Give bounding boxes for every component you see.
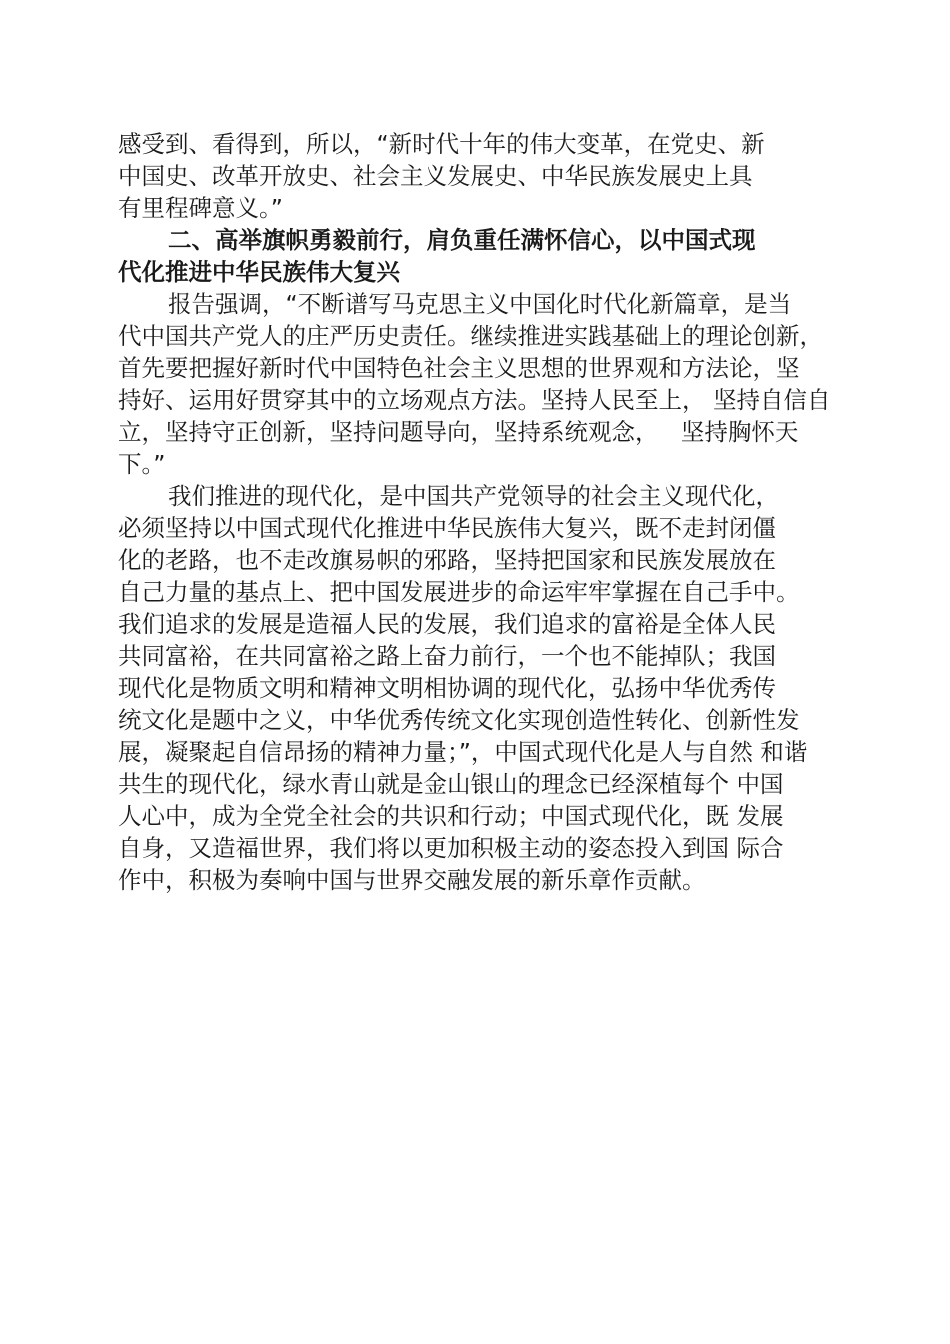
text-line: 报告强调，“不断谱写马克思主义中国化时代化新篇章，是当 xyxy=(168,290,792,318)
text-line: 人心中，成为全党全社会的共识和行动；中国式现代化，既 发展 xyxy=(118,802,784,830)
heading-line: 二、高举旗帜勇毅前行，肩负重任满怀信心，以中国式现 xyxy=(168,226,756,254)
text-line: 共同富裕，在共同富裕之路上奋力前行，一个也不能掉队；我国 xyxy=(118,642,776,670)
text-line: 展，凝聚起自信昂扬的精神力量；”，中国式现代化是人与自然 和谐 xyxy=(118,738,808,766)
text-line: 感受到、看得到，所以，“新时代十年的伟大变革，在党史、新 xyxy=(118,130,765,158)
section-heading xyxy=(118,224,858,288)
paragraph-report-emphasis xyxy=(118,288,858,480)
text-line: 自身，又造福世界，我们将以更加积极主动的姿态投入到国 际合 xyxy=(118,834,784,862)
text-line: 立，坚持守正创新，坚持问题导向，坚持系统观念， 坚持胸怀天 xyxy=(118,418,799,446)
text-line: 持好、运用好贯穿其中的立场观点方法。坚持人民至上， 坚持自信自 xyxy=(118,386,831,414)
text-line: 中国史、改革开放史、社会主义发展史、中华民族发展史上具 xyxy=(118,162,753,190)
text-line: 代中国共产党人的庄严历史责任。继续推进实践基础上的理论创新， xyxy=(118,322,823,350)
text-line: 必须坚持以中国式现代化推进中华民族伟大复兴，既不走封闭僵 xyxy=(118,514,776,542)
text-line: 首先要把握好新时代中国特色社会主义思想的世界观和方法论，坚 xyxy=(118,354,800,382)
text-line: 共生的现代化，绿水青山就是金山银山的理念已经深植每个 中国 xyxy=(118,770,784,798)
text-line: 现代化是物质文明和精神文明相协调的现代化，弘扬中华优秀传 xyxy=(118,674,776,702)
heading-line: 代化推进中华民族伟大复兴 xyxy=(118,258,400,286)
text-line: 化的老路，也不走改旗易帜的邪路，坚持把国家和民族发展放在 xyxy=(118,546,776,574)
text-line: 我们追求的发展是造福人民的发展，我们追求的富裕是全体人民 xyxy=(118,610,776,638)
text-line: 下。” xyxy=(118,450,166,478)
text-line: 作中，积极为奏响中国与世界交融发展的新乐章作贡献。 xyxy=(118,866,706,894)
text-line: 统文化是题中之义，中华优秀传统文化实现创造性转化、创新性发 xyxy=(118,706,800,734)
text-line: 自己力量的基点上、把中国发展进步的命运牢牢掌握在自己手中。 xyxy=(118,578,800,606)
text-line: 我们推进的现代化，是中国共产党领导的社会主义现代化， xyxy=(168,482,779,510)
paragraph-modernization xyxy=(118,480,858,896)
document-body xyxy=(118,128,858,896)
text-line: 有里程碑意义。” xyxy=(118,194,283,222)
paragraph-continued xyxy=(118,128,858,224)
